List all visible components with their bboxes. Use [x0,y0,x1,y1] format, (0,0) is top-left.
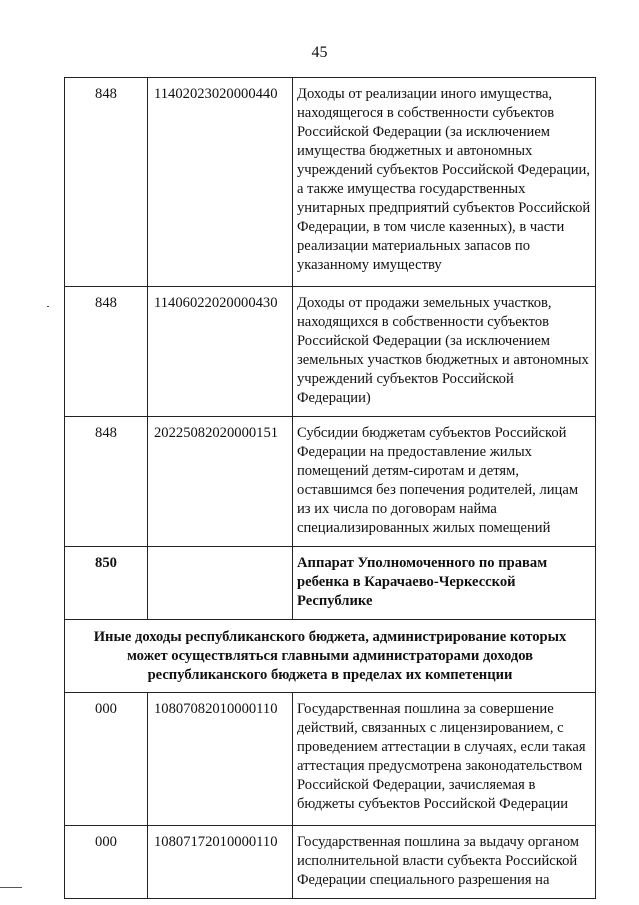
revenue-code: 20225082020000151 [148,417,293,547]
table-row [65,417,596,547]
revenue-code: 10807082010000110 [148,693,293,826]
revenue-description: Доходы от реализации иного имущества, находящегося в собственности субъектов Российской Федерации (за исключением имущества бюджетных и автономных учреждений субъектов Российской Федерации, а также имущества государственных унитарных предприятий субъектов Российской Федерации, в том числе казенных), в части реализации материальных запасов по указанному имуществу [293,78,596,287]
revenue-code: 10807172010000110 [148,826,293,899]
administrator-code: 848 [65,417,148,547]
table-row [65,287,596,417]
revenue-code [148,547,293,620]
scan-edge-line [0,887,22,888]
revenue-description: Государственная пошлина за выдачу органом исполнительной власти субъекта Российской Федерации специального разрешения на [293,826,596,899]
page-number: 45 [311,44,328,61]
revenue-description: Доходы от продажи земельных участков, находящихся в собственности субъектов Российской Федерации (за исключением земельных участков бюджетных и автономных учреждений субъектов Российской Федерации) [293,287,596,417]
administrator-code: 848 [65,78,148,287]
revenue-code: 11406022020000430 [148,287,293,417]
administrator-code: 850 [65,547,148,620]
table-row [65,78,596,287]
administrator-code: 848 [65,287,148,417]
margin-mark [47,306,49,307]
administrator-code: 000 [65,826,148,899]
table-row [65,693,596,826]
section-heading-row [65,620,596,693]
section-heading: Иные доходы республиканского бюджета, администрирование которых может осуществляться главными администраторами доходов республиканского бюджета в пределах их компетенции [65,620,596,693]
administrator-name: Аппарат Уполномоченного по правам ребенка в Карачаево-Черкесской Республике [293,547,596,620]
revenue-description: Государственная пошлина за совершение действий, связанных с лицензированием, с проведением аттестации в случаях, если такая аттестация предусмотрена законодательством Российской Федерации, зачисляемая в бюджеты субъектов Российской Федерации [293,693,596,826]
table-row [65,826,596,899]
table-row-administrator [65,547,596,620]
revenue-code: 11402023020000440 [148,78,293,287]
revenue-administrators-table [64,77,596,899]
revenue-description: Субсидии бюджетам субъектов Российской Федерации на предоставление жилых помещений детям-сиротам и детям, оставшимся без попечения родителей, лицам из их числа по договорам найма специализированных жилых помещений [293,417,596,547]
administrator-code: 000 [65,693,148,826]
